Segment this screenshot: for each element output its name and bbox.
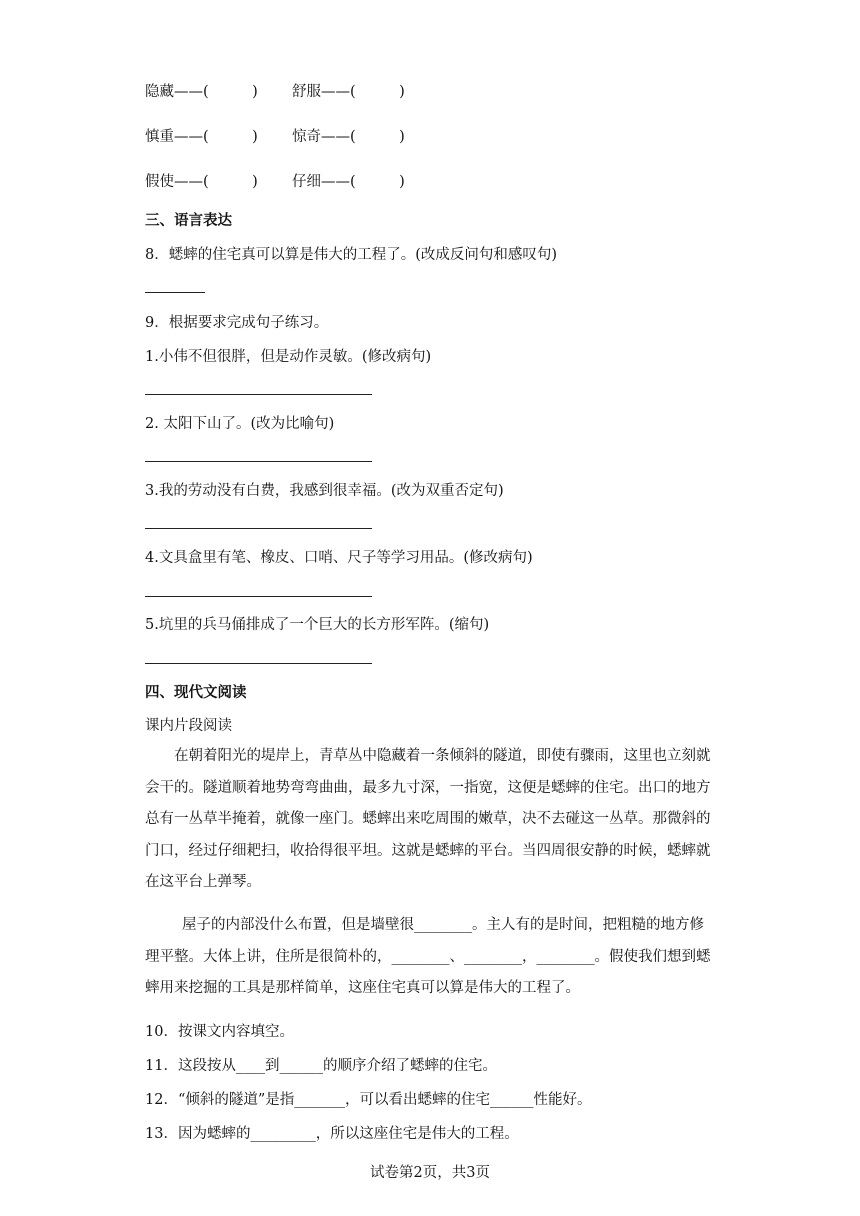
question-9-item-4: 4.文具盒里有笔、橡皮、口哨、尺子等学习用品。(修改病句) [145,550,533,566]
question-9: 9．根据要求完成句子练习。 [145,315,329,331]
question-11: 11．这段按从____到______的顺序介绍了蟋蟀的住宅。 [145,1058,497,1074]
word-pair-2-right: 惊奇——( ) [292,129,405,145]
word-pair-1-left: 隐藏——( ) [145,84,258,100]
answer-line [145,663,372,664]
question-9-item-1: 1.小伟不但很胖，但是动作灵敏。(修改病句) [145,349,432,365]
word-pair-3-right: 仔细——( ) [292,174,405,190]
passage-paragraph-1-text: 在朝着阳光的堤岸上，青草丛中隐藏着一条倾斜的隧道，即使有骤雨，这里也立刻就会干的。隧道顺着地势弯弯曲曲，最多九寸深，一指宽，这便是蟋蟀的住宅。出口的地方总有一丛草半掩着，就像一座门。蟋蟀出来吃周围的嫩草，决不去碰这一丛草。那微斜的门口，经过仔细耙扫，收拾得很平坦。这就是蟋蟀的平台。当四周很安静的时候，蟋蟀就在这平台上弹琴。 [145,748,711,890]
passage-paragraph-1 [145,741,715,899]
section-3-heading: 三、语言表达 [145,213,232,229]
question-13: 13．因为蟋蟀的_________，所以这座住宅是伟大的工程。 [145,1126,519,1142]
passage-paragraph-2-text: 屋子的内部没什么布置，但是墙壁很________。主人有的是时间，把粗糙的地方修理平整。大体上讲，住所是很简朴的，________、________，________。假使我们想到蟋蟀用来挖掘的工具是那样简单，这座住宅真可以算是伟大的工程了。 [145,917,711,996]
answer-line [145,461,372,462]
answer-line [145,528,372,529]
word-pair-3-left: 假使——( ) [145,174,258,190]
page-footer: 试卷第2页，共3页 [370,1165,490,1181]
section-4-heading: 四、现代文阅读 [145,685,247,701]
answer-line [145,394,372,395]
question-8-answer-line [145,292,205,293]
question-9-item-3: 3.我的劳动没有白费，我感到很幸福。(改为双重否定句) [145,483,504,499]
question-10: 10．按课文内容填空。 [145,1024,294,1040]
word-pair-1-right: 舒服——( ) [292,84,405,100]
word-pair-2-left: 慎重——( ) [145,129,258,145]
passage-paragraph-2 [145,910,715,1005]
question-12: 12．“倾斜的隧道”是指_______，可以看出蟋蟀的住宅______性能好。 [145,1092,592,1108]
question-8: 8．蟋蟀的住宅真可以算是伟大的工程了。(改成反问句和感叹句) [145,247,558,263]
passage-subtitle: 课内片段阅读 [145,718,232,734]
question-9-item-5: 5.坑里的兵马俑排成了一个巨大的长方形军阵。(缩句) [145,617,490,633]
question-9-item-2: 2. 太阳下山了。(改为比喻句) [145,416,335,432]
answer-line [145,596,372,597]
